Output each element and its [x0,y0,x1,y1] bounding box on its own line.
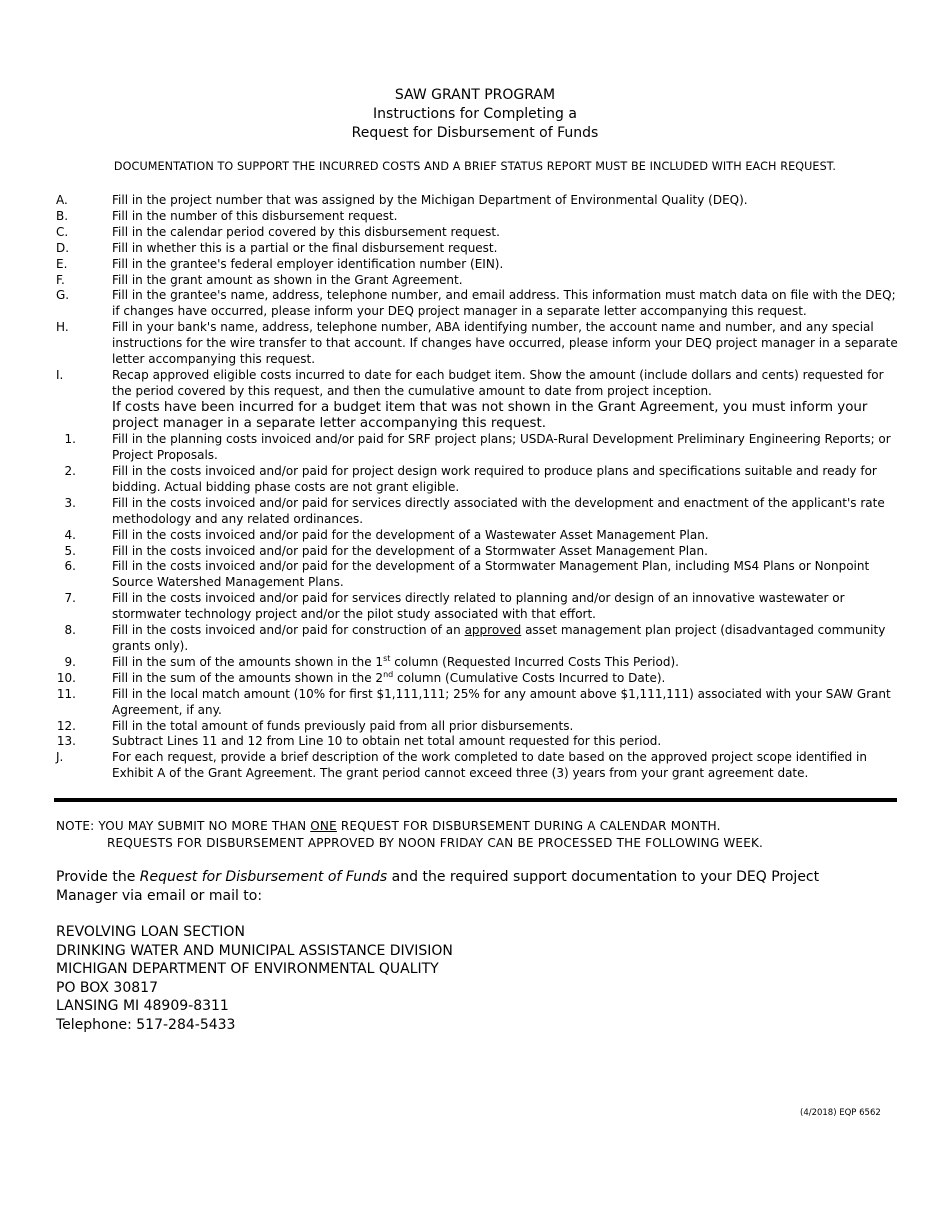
submission-note [56,818,763,851]
line-text: Fill in the costs invoiced and/or paid for services directly associated with the development and enactment of the applicant's rate methodology and any related ordinances. [112,495,885,526]
underlined-word: approved [464,623,522,638]
instruction-item-j [56,750,898,782]
budget-line-item [56,734,898,750]
item-letter: I. [56,367,64,382]
underlined-word: ONE [310,819,337,833]
line-number: 4. [64,527,76,542]
item-text: Recap approved eligible costs incurred to date for each budget item. Show the amount (include dollars and cents) requested for the period covered by this request, and then the cumulative amount to date from project inception. [112,367,884,398]
ordinal-suffix: nd [383,669,394,679]
budget-line-item [56,559,898,591]
line-text-part: asset management plan project (disadvantaged community grants only). [112,623,886,653]
item-text: Fill in the grantee's federal employer identification number (EIN). [112,256,504,271]
note-line-2: REQUESTS FOR DISBURSEMENT APPROVED BY NOON FRIDAY CAN BE PROCESSED THE FOLLOWING WEEK. [107,835,764,850]
documentation-note: DOCUMENTATION TO SUPPORT THE INCURRED COSTS AND A BRIEF STATUS REPORT MUST BE INCLUDED WITH EACH REQUEST. [113,160,837,173]
item-text: Fill in the calendar period covered by this disbursement request. [112,224,500,239]
budget-line-item [56,591,898,623]
budget-line-item [56,687,898,719]
budget-line-item [56,528,898,544]
item-text-budget-note: If costs have been incurred for a budget item that was not shown in the Grant Agreement, you must inform your project manager in a separate letter accompanying this request. [112,399,868,431]
instruction-item [56,241,898,257]
instruction-item-i [56,368,898,432]
budget-line-item [56,655,898,671]
item-letter: F. [56,272,65,287]
note-line-1 [56,818,763,835]
note-text: NOTE: YOU MAY SUBMIT NO MORE THAN [56,819,311,833]
provide-instructions [56,868,876,905]
line-text-part: column (Requested Incurred Costs This Period). [390,654,679,669]
line-number: 1. [64,432,76,447]
telephone-line: Telephone: 517-284-5433 [56,1016,236,1033]
budget-line-item [56,623,898,655]
item-text: Fill in the project number that was assigned by the Michigan Department of Environmental Quality (DEQ). [112,193,748,207]
line-number: 5. [64,543,76,558]
item-letter: B. [56,208,69,223]
form-identifier: (4/2018) EQP 6562 [800,1108,881,1118]
line-text: Fill in the costs invoiced and/or paid for project design work required to produce plans and specifications suitable and ready for bidding. Actual bidding phase costs are not grant eligible. [112,464,877,494]
address-line: PO BOX 30817 [56,979,158,996]
budget-line-item [56,464,898,496]
instruction-list [56,193,898,782]
budget-line-item [56,671,898,687]
line-text: Fill in the local match amount (10% for first $1,111,111; 25% for any amount above $1,111,111) associated with your SAW Grant Agreement, if any. [112,686,891,717]
budget-line-item [56,719,898,735]
item-letter: D. [56,240,70,255]
item-text: For each request, provide a brief description of the work completed to date based on the approved project scope identified in Exhibit A of the Grant Agreement. The grant period cannot exceed three (3) years from your grant agreement date. [112,750,867,781]
instruction-item [56,225,898,241]
item-letter: A. [56,193,68,207]
instruction-item [56,209,898,225]
item-text: Fill in the grant amount as shown in the Grant Agreement. [112,272,463,287]
item-text: Fill in your bank's name, address, telephone number, ABA identifying number, the account name and number, and any special instructions for the wire transfer to that account. If changes have occurred, please inform your DEQ project manager in a separate letter accompanying this request. [112,320,898,367]
line-number: 12. [56,718,76,733]
document-title [0,86,950,143]
form-title-italic: Request for Disbursement of Funds [139,869,388,885]
line-text: Fill in the costs invoiced and/or paid for the development of a Stormwater Management Plan, including MS4 Plans or Nonpoint Source Watershed Management Plans. [112,559,870,590]
instruction-item [56,288,898,320]
note-text: REQUEST FOR DISBURSEMENT DURING A CALENDAR MONTH. [336,819,721,833]
line-text: Fill in the costs invoiced and/or paid for the development of a Wastewater Asset Management Plan. [112,527,709,542]
address-line: LANSING MI 48909-8311 [56,998,229,1014]
provide-text: Provide the [56,869,140,885]
line-text [112,623,898,655]
title-line-3: Request for Disbursement of Funds [351,125,599,141]
line-text: Fill in the costs invoiced and/or paid for services directly related to planning and/or design of an innovative wastewater or stormwater technology project and/or the pilot study associated with that effort. [112,591,845,622]
item-letter: C. [56,224,69,239]
line-text: Fill in the costs invoiced and/or paid for the development of a Stormwater Asset Management Plan. [112,543,708,558]
line-text-part: Fill in the costs invoiced and/or paid for construction of an [112,623,465,638]
instruction-item [56,193,898,209]
line-number: 9. [64,654,76,669]
line-text [112,671,898,687]
budget-line-item [56,496,898,528]
title-line-1: SAW GRANT PROGRAM [394,87,556,103]
item-text: Fill in the number of this disbursement request. [112,208,398,223]
address-line: DRINKING WATER AND MUNICIPAL ASSISTANCE DIVISION [56,942,453,959]
section-divider [54,798,897,802]
item-letter: E. [56,256,68,271]
item-text: Fill in the grantee's name, address, telephone number, and email address. This information must match data on file with the DEQ; if changes have occurred, please inform your DEQ project manager in a separate letter accompanying this request. [112,288,896,319]
line-number: 11. [56,686,76,701]
line-text: Fill in the total amount of funds previously paid from all prior disbursements. [112,718,574,733]
line-number: 7. [64,591,76,606]
ordinal-suffix: st [383,653,391,663]
line-text-part: Fill in the sum of the amounts shown in the 1 [112,654,384,669]
instruction-item [56,257,898,273]
mailing-address [56,923,453,1034]
item-letter: G. [56,288,70,303]
line-text-part: column (Cumulative Costs Incurred to Date). [393,670,666,685]
provide-text: and the required support documentation to your DEQ Project Manager via email or mail to: [56,869,820,904]
title-line-2: Instructions for Completing a [373,106,577,122]
instruction-item [56,320,898,368]
item-text: Fill in whether this is a partial or the final disbursement request. [112,240,498,255]
line-number: 10. [56,670,76,685]
line-text [112,655,898,671]
line-number: 6. [64,559,76,574]
line-text: Subtract Lines 11 and 12 from Line 10 to obtain net total amount requested for this period. [112,734,662,749]
budget-line-item [56,544,898,560]
item-letter: J. [56,750,64,765]
budget-line-item [56,432,898,464]
address-line: MICHIGAN DEPARTMENT OF ENVIRONMENTAL QUALITY [56,961,439,977]
instruction-item [56,273,898,289]
line-number: 2. [64,464,76,478]
line-text: Fill in the planning costs invoiced and/or paid for SRF project plans; USDA-Rural Development Preliminary Engineering Reports; or Project Proposals. [112,432,891,463]
line-number: 8. [64,623,76,638]
item-letter: H. [56,320,69,335]
budget-line-list [56,432,898,750]
address-line: REVOLVING LOAN SECTION [56,924,245,940]
line-number: 3. [64,495,76,510]
line-number: 13. [56,734,76,749]
line-text-part: Fill in the sum of the amounts shown in the 2 [112,670,384,685]
